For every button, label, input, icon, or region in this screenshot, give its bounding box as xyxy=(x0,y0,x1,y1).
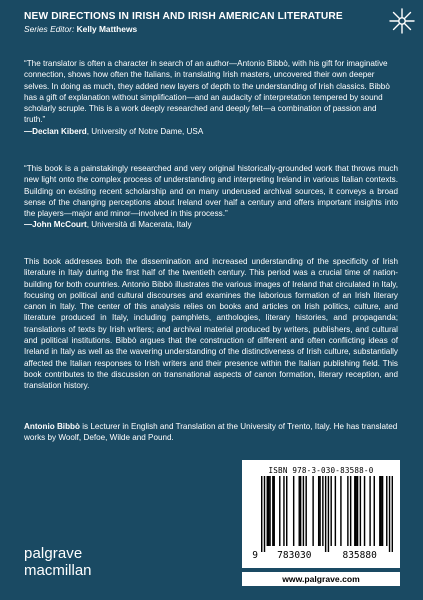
book-description: This book addresses both the dissemination and increased understanding of the specificity of Irish literature in Italy during the first half of the twentieth century. This period was a crucial time of nation-building for both countries. Antonio Bibbò illustrates the various images of Ireland that circulated in Italy, focusing on political and cultural discourses and examines the laborious formation of an Irish literary canon in Italy. The center of this analysis relies on books and articles on Irish politics, culture, and literature produced in Italy, including pamphlets, anthologies, literary histories, and propaganda; translations of texts by Irish writers; and archival material produced by writers, publishers, and cultural and political institutions. Bibbò argues that the construction of different and often conflicting ideas of Ireland in Italy as well as the wavering understanding of the distinctiveness of Irish culture, substantially affected the Italian responses to Irish writers and their presence within the Italian publishing field. This book contributes to the discussion on transnational aspects of canon formation, literary reception, and translation history. xyxy=(24,257,398,391)
series-editor-label: Series Editor: xyxy=(24,24,75,34)
barcode-bar xyxy=(364,476,365,546)
barcode-bar xyxy=(286,476,287,546)
barcode-bar xyxy=(322,476,323,546)
barcode-bar xyxy=(269,476,270,546)
reviewer-affiliation: , University of Notre Dame, USA xyxy=(86,126,204,136)
isbn-label: ISBN 978-3-030-83588-0 xyxy=(268,466,374,475)
author-bio xyxy=(24,421,398,444)
barcode-digits-right: 835880 xyxy=(342,550,377,560)
barcode-bar xyxy=(380,476,381,546)
barcode-bar xyxy=(293,476,294,546)
barcode-bar xyxy=(325,476,326,552)
barcode-bar xyxy=(335,476,336,546)
review-quote-attribution xyxy=(24,219,398,230)
barcode-bar xyxy=(354,476,355,546)
barcode-bar xyxy=(328,476,329,552)
barcode-bar xyxy=(303,476,304,546)
barcode-bar xyxy=(299,476,300,546)
review-quote xyxy=(24,58,398,137)
reviewer-name: —John McCourt xyxy=(24,220,87,230)
barcode-bar xyxy=(360,476,361,546)
barcode-digit-lead: 9 xyxy=(252,550,258,560)
barcode-bar xyxy=(283,476,284,546)
barcode-bar xyxy=(268,476,269,546)
review-quote xyxy=(24,163,398,231)
series-editor-name: Kelly Matthews xyxy=(76,24,138,34)
review-quote-text: “This book is a painstakingly researched and very original historically-grounded work that throws much new light onto the complex process of understanding and interpreting Ireland in various Italian contexts. Building on existing recent scholarship and on many underused archival sources, it conveys a broad sense of the changing perceptions about Ireland over half a century and offers important insights into the players—major and minor—involved in this process.” xyxy=(24,164,398,219)
barcode-bar xyxy=(382,476,383,546)
barcode-bar xyxy=(340,476,341,546)
barcode-bar xyxy=(300,476,301,546)
author-bio-text: is Lecturer in English and Translation at the University of Trento, Italy. He has translated works by Woolf, Defoe, Wilde and Pound. xyxy=(24,422,398,443)
review-quote-text: “The translator is often a character in search of an author—Antonio Bibbò, with his gift for imaginative connection, shows how often the Italians, in translating Irish masters, uncovered their own deeper selves. In doing as much, they added new layers of depth to the understanding of Irish classics. Bibbò has a gift of explanation without simplification—and an audacity of interpretation tempered by sound scholarly scruple. This is a work deeply researched and deeply felt—a combination of passion and truth.” xyxy=(24,59,390,125)
barcode-bar xyxy=(374,476,375,546)
barcode-bar xyxy=(392,476,393,552)
reviewer-name: —Declan Kiberd xyxy=(24,126,87,136)
reviewer-affiliation: , Università di Macerata, Italy xyxy=(86,220,192,230)
barcode-bar xyxy=(305,476,306,546)
barcode-bar xyxy=(369,476,370,546)
barcode-bar xyxy=(386,476,387,546)
barcode-bar xyxy=(312,476,313,546)
barcode-bar xyxy=(347,476,348,546)
barcode-bar xyxy=(318,476,319,546)
barcode-bar xyxy=(389,476,390,552)
barcode-bar xyxy=(357,476,358,546)
author-name: Antonio Bibbò xyxy=(24,422,80,431)
series-title: NEW DIRECTIONS IN IRISH AND IRISH AMERICAN LITERATURE xyxy=(24,11,343,22)
review-quote-attribution xyxy=(24,126,398,137)
barcode-bar xyxy=(274,476,275,546)
barcode-bar xyxy=(330,476,331,546)
publisher-logo-line2: macmillan xyxy=(24,562,92,579)
barcode-bar xyxy=(267,476,268,546)
barcode-bars xyxy=(249,476,393,560)
barcode-bar xyxy=(272,476,273,546)
series-editor xyxy=(24,24,137,34)
barcode-digits-left: 783030 xyxy=(277,550,312,560)
publisher-url: www.palgrave.com xyxy=(242,572,400,586)
barcode-bar xyxy=(319,476,320,546)
barcode xyxy=(242,460,400,568)
publisher-logo-line1: palgrave xyxy=(24,545,83,562)
springer-nature-star-icon xyxy=(387,6,417,36)
barcode-bar xyxy=(355,476,356,546)
barcode-bar xyxy=(350,476,351,546)
barcode-bar xyxy=(264,476,265,552)
barcode-bar xyxy=(279,476,280,546)
barcode-bar xyxy=(379,476,380,546)
barcode-bar xyxy=(261,476,262,552)
